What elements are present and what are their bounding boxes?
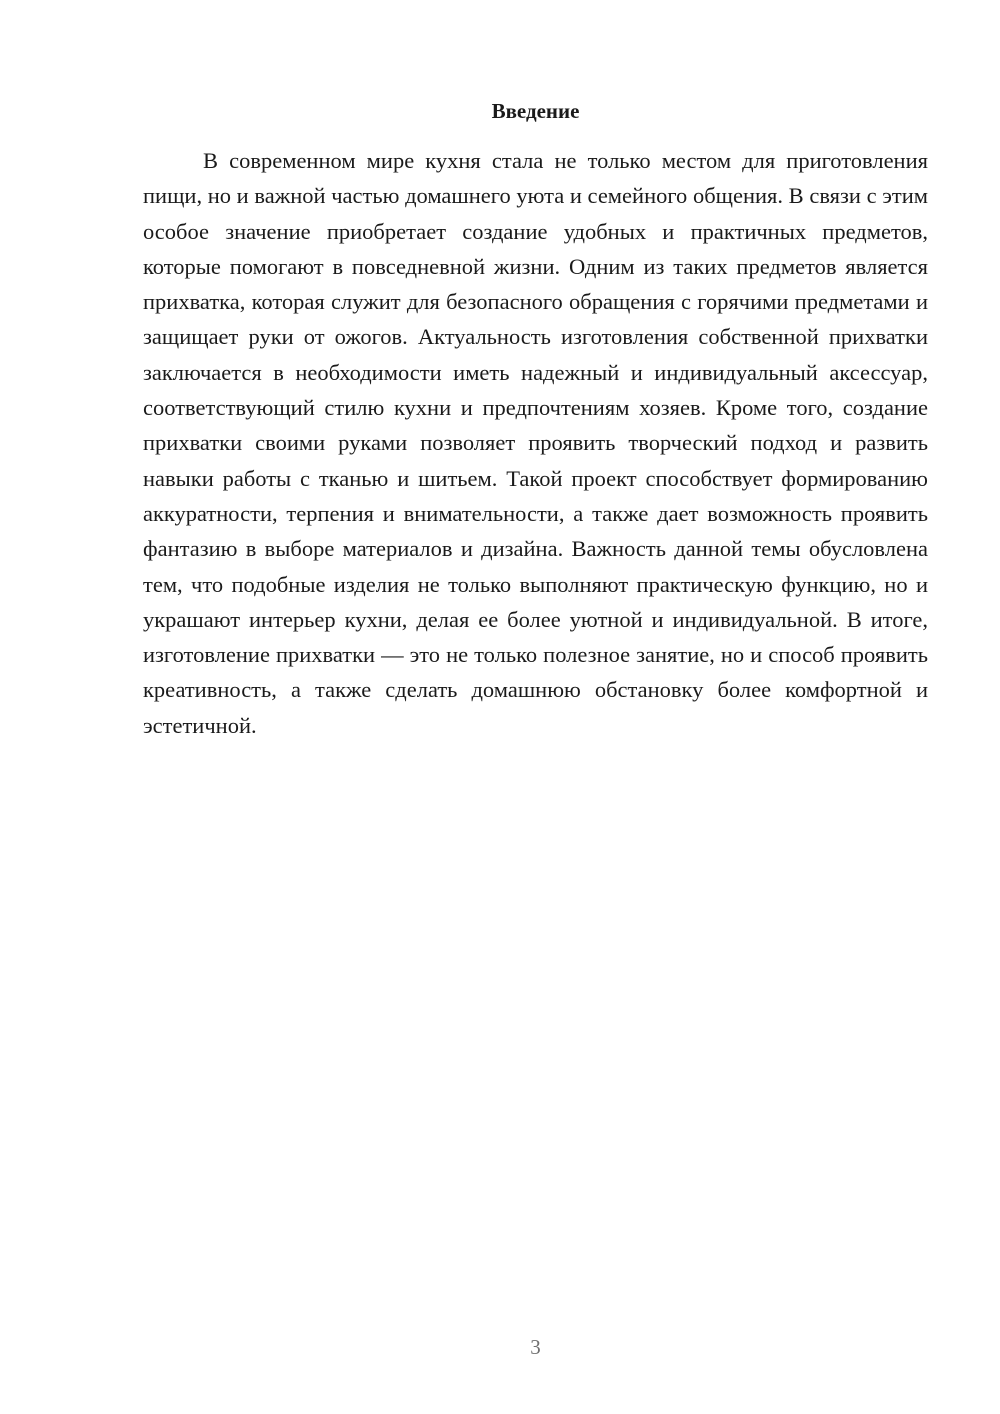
- section-heading: Введение: [491, 99, 580, 123]
- page-number: 3: [530, 1335, 541, 1359]
- body-paragraph: В современном мире кухня стала не только местом для приготовления пищи, но и важной частью домашнего уюта и семейного общения. В связи с этим особое значение приобретает создание удобных и практичных предметов, которые помогают в повседневной жизни. Одним из таких предметов является прихватка, которая служит для безопасного обращения с горячими предметами и защищает руки от ожогов. Актуальность изготовления собственной прихватки заключается в необходимости иметь надежный и индивидуальный аксессуар, соответствующий стилю кухни и предпочтениям хозяев. Кроме того, создание прихватки своими руками позволяет проявить творческий подход и развить навыки работы с тканью и шитьем. Такой проект способствует формированию аккуратности, терпения и внимательности, а также дает возможность проявить фантазию в выборе материалов и дизайна. Важность данной темы обусловлена тем, что подобные изделия не только выполняют практическую функцию, но и украшают интерьер кухни, делая ее более уютной и индивидуальной. В итоге, изготовление прихватки — это не только полезное занятие, но и способ проявить креативность, а также сделать домашнюю обстановку более комфортной и эстетичной.: [143, 148, 928, 738]
